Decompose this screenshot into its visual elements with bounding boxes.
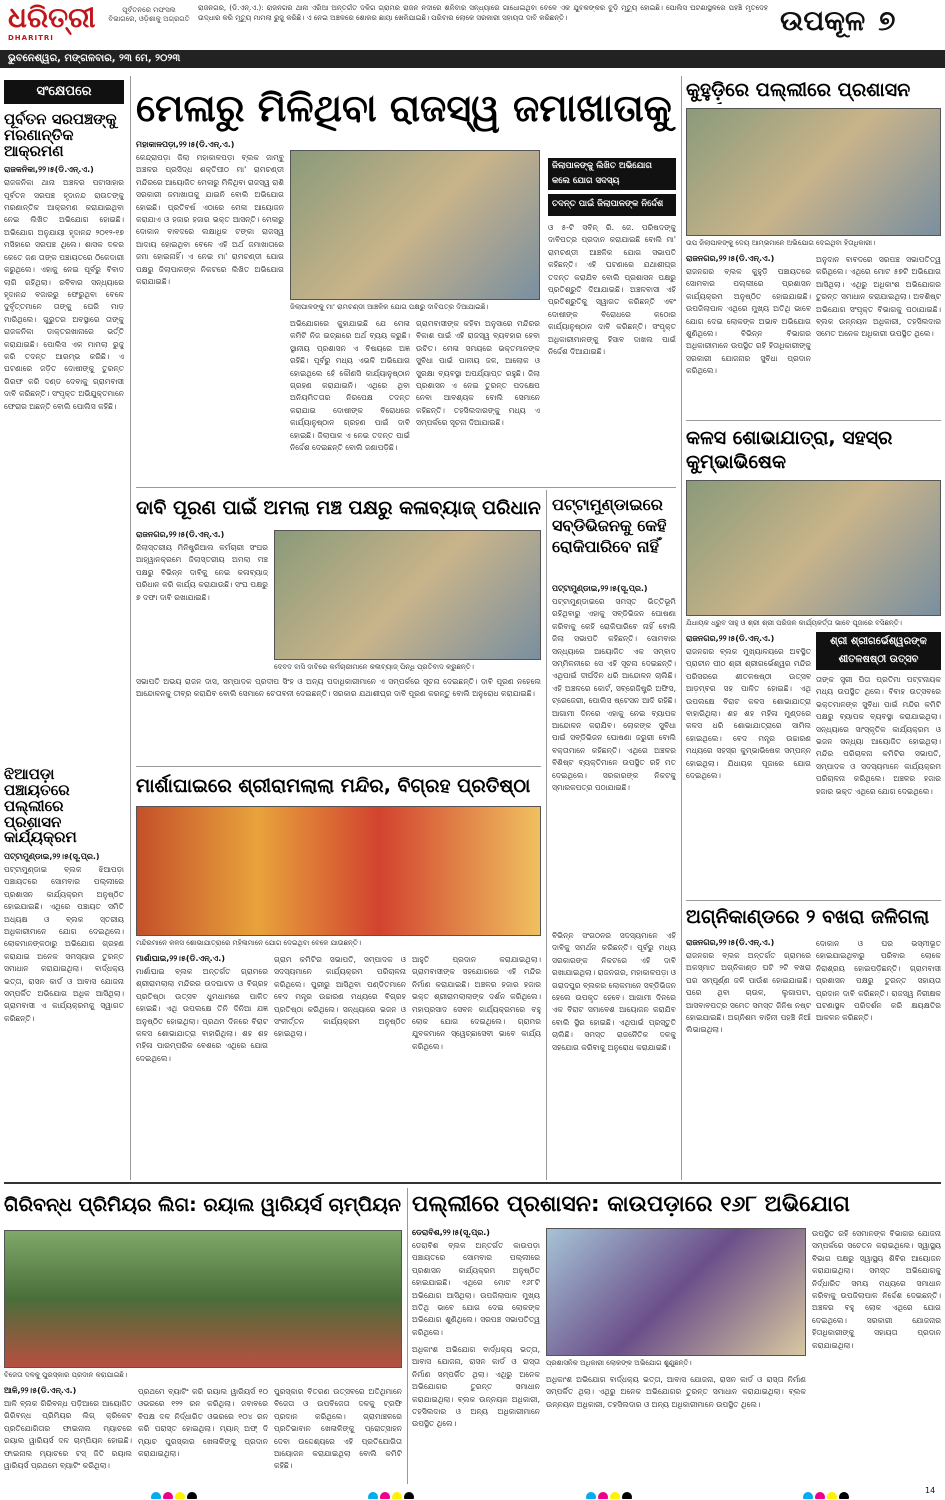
section-name: ଉପକୂଳ <box>780 4 866 37</box>
kaupada-photo-caption: ପ୍ରଶାସନିକ ଅଧିକାରୀ ଲୋକଙ୍କ ଅଭିଯୋଗ ଶୁଣୁଛନ୍ତି। <box>546 1359 692 1367</box>
page-number: ୭ <box>878 4 896 37</box>
kalasa-dateline: ରାଜନଗର,୨୨।୫(ଡି.ଏନ୍.ଏ.) <box>686 634 775 643</box>
dabi-dateline: ରାଜନଗର,୨୨।୫(ଡି.ଏନ୍.ଏ.) <box>136 530 225 539</box>
dabi-body-1: ଜିଲାସ୍ତରୀୟ ମିନିଷ୍ଟ୍ରିଆଲ କର୍ମଚାରୀ ସଂଘର ଆହ୍ୱାନକ୍ରମେ ଜିଲାସ୍ତରୀୟ ଅମଲା ମଞ୍ଚ ପକ୍ଷରୁ ବିଭିନ୍ନ ଦାବିକୁ ନେଇ କଳାବ୍ୟାଜ୍ ପରିଧାନ କରି କାର୍ଯ୍ୟ କରାଯାଉଛି। ସଂଘ ପକ୍ଷରୁ ୭ ଦଫା ଦାବି ରଖାଯାଇଛି। <box>136 543 268 602</box>
kaupada-body-2: ଅଧିକାଂଶ ଅଭିଯୋଗ ବାର୍ଦ୍ଧକ୍ୟ ଭତ୍ତା, ଆବାସ ଯୋଜନା, ରାସନ କାର୍ଡ ଓ ରାସ୍ତା ନିର୍ମାଣ ସମ୍ପର୍କିତ ଥିଲା। ଏଥିରୁ ଅନେକ ଅଭିଯୋଗର ତୁରନ୍ତ ସମାଧାନ କରାଯାଇଥିଲା। ବ୍ଲକ ଉନ୍ନୟନ ଅଧିକାରୀ, ତହସିଲଦାର ଓ ଅନ୍ୟ ଅଧିକାରୀମାନେ ଉପସ୍ଥିତ ଥିଲେ। <box>412 1345 540 1429</box>
sidebar-dateline-1: ରାଜକନିକା,୨୨।୫(ଡି.ଏନ୍.ଏ.) <box>4 165 94 175</box>
logo-sub: DHARITRI <box>8 34 54 42</box>
marsha-photo <box>136 806 541 936</box>
kaupada-body-4: ଅଧିକାଂଶ ଅଭିଯୋଗ ବାର୍ଦ୍ଧକ୍ୟ ଭତ୍ତା, ଆବାସ ଯୋଜନା, ରାସନ କାର୍ଡ ଓ ରାସ୍ତା ନିର୍ମାଣ ସମ୍ପର୍କିତ ଥିଲା। ଏଥିରୁ ଅନେକ ଅଭିଯୋଗର ତୁରନ୍ତ ସମାଧାନ କରାଯାଇଥିଲା। ବ୍ଲକ ଉନ୍ନୟନ ଅଧିକାରୀ, ତହସିଲଦାର ଓ ଅନ୍ୟ ଅଧିକାରୀମାନେ ଉପସ୍ଥିତ ଥିଲେ। <box>546 1375 806 1409</box>
cricket-photo <box>4 1230 402 1368</box>
kuhudi-body-2: ଅନୁଦାନ ବାବଦରେ ସରପଞ୍ଚ ସଭାପତିତ୍ୱ କରିଥିଲେ। ଏଥିରେ ମୋଟ ୫୭ଟି ଅଭିଯୋଗ ଆସିଥିଲା। ଏଥିରୁ ଅଧିକାଂଶ ଅଭିଯୋଗର ତୁରନ୍ତ ସମାଧାନ କରାଯାଇଥିଲା। ଅବଶିଷ୍ଟ ଅଭିଯୋଗ ସଂପୃକ୍ତ ବିଭାଗକୁ ପଠାଯାଇଛି। ବ୍ଲକ ଉନ୍ନୟନ ଅଧିକାରୀ, ତହସିଲଦାର ସମେତ ଅନେକ ଅଧିକାରୀ ଉପସ୍ଥିତ ଥିଲେ। <box>816 255 941 339</box>
section-title <box>780 4 940 44</box>
cricket-photo-caption: ବିଜେତା ଦଳକୁ ପୁରସ୍କାର ପ୍ରଦାନ କରାଯାଇଛି। <box>4 1371 127 1379</box>
sidebar <box>4 80 124 1180</box>
kalasa-body-1: ରାଜନଗର ବ୍ଲକ ମୁଖ୍ୟାଳୟରେ ଅବସ୍ଥିତ ପ୍ରାଚୀନ ପୀଠ ଶ୍ରୀ ଶ୍ରୀଗର୍ଭେଶ୍ୱର ମନ୍ଦିର ପରିସରରେ ଶୀତଳଷଷ୍ଠୀ ଉତ୍ସବ ଆଡ଼ମ୍ବର ସହ ପାଳିତ ହୋଇଛି। ଏଥି ଉପଲକ୍ଷେ ବିରାଟ କଳସ ଶୋଭାଯାତ୍ରା ବାହାରିଥିଲା। ଶହ ଶହ ମହିଳା ମୁଣ୍ଡରେ କଳସ ଧରି ଶୋଭାଯାତ୍ରାରେ ସାମିଲ ହୋଇଥିଲେ। ବେଦ ମନ୍ତ୍ର ଉଚ୍ଚାରଣ ମଧ୍ୟରେ ସହସ୍ର କୁମ୍ଭାଭିଷେକ ସମ୍ପନ୍ନ ହୋଇଥିଲା। ଯିଧାୟକ ପୂଜାରେ ଯୋଗ ଦେଇଥିଲେ। <box>686 647 811 781</box>
logo <box>8 2 98 44</box>
marsha-body-3: ଆହୁତି ପ୍ରଦାନ କରାଯାଇଥିଲା। ଗ୍ରାମବାସୀଙ୍କ ସହଯୋଗରେ ଏହି ମନ୍ଦିର ନିର୍ମାଣ କରାଯାଇଛି। ଅଞ୍ଚଳର ହଜାର ହଜାର ଭକ୍ତ ଶ୍ରୀରାମଲାଲାଙ୍କ ଦର୍ଶନ କରିଥିଲେ। ମହାପ୍ରସାଦ ସେବନ କାର୍ଯ୍ୟକ୍ରମରେ ବହୁ ଲୋକ ଯୋଗ ଦେଇଥିଲେ। ଗ୍ରାମର ଯୁବକମାନେ ସ୍ୱେଚ୍ଛାସେବୀ ଭାବେ କାର୍ଯ୍ୟ କରିଥିଲେ। <box>412 955 541 1051</box>
lead-photo <box>290 150 540 300</box>
agni-dateline: ରାଜନଗର,୨୨।୫(ଡି.ଏନ୍.ଏ.) <box>686 938 775 947</box>
top-news: ରାଜନଗର, (ଡି.ଏନ୍.ଏ.): ରାଜନଗର ଥାନା ଏରିଆ ଅନ୍ତର୍ଗତ ଦଳିଗ ଗ୍ରାମର ରାଜନ ନଦୀରେ ଶନିବାର ସନ୍ଧ୍ୟାରେ ଗାଧୋଇଥିବା ବେଳେ ଏକ ଯୁବକଙ୍କର ବୁଡ଼ି ମୃତ୍ୟୁ ହୋଇଛି। ପୋଲିସ ଘଟଣାସ୍ଥଳରେ ପହଞ୍ଚି ମୃତଦେହ ଉଦ୍ଧାର କରି ମୃତ୍ୟୁ ମାମଲା ରୁଜୁ କରିଛି। ଏ ନେଇ ଅଞ୍ଚଳରେ ଶୋକର ଛାୟା ଖେଳିଯାଇଛି। ପରିବାର ଲୋକେ ସରକାରୀ ସହାୟତା ଦାବି କରିଛନ୍ତି। <box>198 4 768 22</box>
kaupada-body-3: ଉପସ୍ଥିତ ରହି ସେମାନଙ୍କ ବିଭାଗର ଯୋଜନା ସମ୍ପର୍କରେ ସଚେତନ କରାଇଥିଲେ। ସ୍ୱାସ୍ଥ୍ୟ ବିଭାଗ ପକ୍ଷରୁ ସ୍ୱାସ୍ଥ୍ୟ ଶିବିର ଆୟୋଜନ କରାଯାଇଥିଲା। ସମସ୍ତ ଅଭିଯୋଗକୁ ନିର୍ଦ୍ଧାରିତ ସମୟ ମଧ୍ୟରେ ସମାଧାନ କରିବାକୁ ଉପଜିଲାପାଳ ନିର୍ଦ୍ଦେଶ ଦେଇଛନ୍ତି। ଅଞ୍ଚଳର ବହୁ ଲୋକ ଏଥିରେ ଯୋଗ ଦେଇଥିଲେ। ସରକାରୀ ଯୋଜନାର ହିତାଧିକାରୀଙ୍କୁ ସହାୟତା ପ୍ରଦାନ କରାଯାଇଥିଲା। <box>812 1229 941 1350</box>
page-edge-number: 14 <box>925 1486 936 1495</box>
dabi-photo-caption: ଦେବଦ ବାସି ଦାବିରେ କର୍ମଚାରୀମାନେ କଳାବ୍ୟାଜ୍ ପିନ୍ଧି ପ୍ରତିବାଦ କରୁଛନ୍ତି। <box>274 663 474 671</box>
masthead <box>0 0 945 50</box>
cricket-body-2: ପ୍ରଥମେ ବ୍ୟାଟିଂ କରି ରୟାଲ ୱାରିୟର୍ସ ୧୦ ଓଭରରେ ୧୨୨ ରନ କରିଥିଲା। ଜବାବରେ ବିପକ୍ଷ ଦଳ ନିର୍ଦ୍ଧାରିତ ଓଭରରେ ୧୦୪ ରନ କରି ପରାସ୍ତ ହୋଇଥିଲା। ମ୍ୟାନ୍ ଅଫ୍ ଦି ମ୍ୟାଚ ପୁରସ୍କାର ଖେଳାଳିଙ୍କୁ ପ୍ରଦାନ କରାଯାଇଥିଲା। <box>138 1387 268 1459</box>
color-registration-marks <box>150 1487 850 1499</box>
kuhudi-dateline: ରାଜନଗର,୨୨।୫(ଡି.ଏନ୍.ଏ.) <box>686 254 775 263</box>
sidebar-dateline-2: ପଟ୍ଟାମୁଣ୍ଡାଇ,୨୨।୫(ସୂ.ପ୍ର.) <box>4 852 100 861</box>
cricket-dateline: ଆଳି,୨୨।୫(ଡି.ଏନ୍.ଏ.) <box>4 1386 77 1395</box>
kaupada-headline: ପଲ୍ଲୀରେ ପ୍ରଶାସନ: କାଉପଡ଼ାରେ ୧୬୮ ଅଭିଯୋଗ <box>412 1192 850 1217</box>
marsha-photo-caption: ମନ୍ଦିରମାନେ କଳସ ଶୋଭାଯାତ୍ରାରେ ମହିଳାମାନେ ଯୋଗ ଦେଇଥିବା ବେଳେ ଯାଉଛନ୍ତି। <box>136 939 362 947</box>
logo-text: ଧରିତ୍ରୀ <box>8 2 96 34</box>
sidebar-body-2: ପଟ୍ଟାମୁଣ୍ଡାଇ ବ୍ଲକ ଝିଆପଡ଼ା ପଞ୍ଚାୟତରେ ସୋମବାର ପଲ୍ଲୀରେ ପ୍ରଶାସନ କାର୍ଯ୍ୟକ୍ରମ ଅନୁଷ୍ଠିତ ହୋଇଯାଇଛି। ଏଥିରେ ପଞ୍ଚାୟତ ସମିତି ଅଧ୍ୟକ୍ଷ ଓ ବ୍ଲକ ସ୍ତରୀୟ ଅଧିକାରୀମାନେ ଯୋଗ ଦେଇଥିଲେ। ଲୋକମାନଙ୍କଠାରୁ ଅଭିଯୋଗ ଗ୍ରହଣ କରାଯାଇ ଅନେକ ସମସ୍ୟାର ତୁରନ୍ତ ସମାଧାନ କରାଯାଇଥିଲା। ବାର୍ଦ୍ଧକ୍ୟ ଭତ୍ତା, ରାସନ କାର୍ଡ ଓ ଆବାସ ଯୋଜନା ସମ୍ପର୍କିତ ଅଭିଯୋଗ ଅଧିକ ଆସିଥିଲା। ଗ୍ରାମବାସୀ ଏ କାର୍ଯ୍ୟକ୍ରମକୁ ସ୍ୱାଗତ କରିଛନ୍ତି। <box>4 865 124 1023</box>
masthead-dateline: ଭୁବନେଶ୍ୱର, ମଙ୍ଗଳବାର, ୨୩ ମେ, ୨୦୨୩ <box>8 53 181 64</box>
lead-headline: ମେଳାରୁ ମିଳିଥିବା ରାଜସ୍ୱ ଜମାଖାତାକୁ <box>136 86 672 130</box>
pattamundai-headline: ପଟ୍ଟାମୁଣ୍ଡାଇରେ ସବ୍‌ଡିଭିଜନକୁ କେହି ରୋକିପାରିବେ ନାହିଁ <box>552 495 667 556</box>
lead-box-2: ତଦନ୍ତ ପାଇଁ ଜିଲାପାଳଙ୍କ ନିର୍ଦ୍ଦେଶ <box>548 194 676 216</box>
slogan: ପୂର୍ବତନରେ ମଫସଲ ବିଭାଗରେ, ଓଡ଼ିଶାକୁ ଅଗ୍ରଗତି <box>108 6 190 23</box>
marsha-headline: ମାର୍ଶାଘାଇରେ ଶ୍ରୀରାମଲାଲା ମନ୍ଦିର, ବିଗ୍ରହ ପ୍ରତିଷ୍ଠା <box>136 775 531 797</box>
sidebar-headline-2: ଝିଆପଡ଼ା ପଞ୍ଚାୟତରେ ପଲ୍ଲୀରେ ପ୍ରଶାସନ କାର୍ଯ୍ୟକ୍ରମ <box>4 765 77 847</box>
dabi-body-2: ସଭାପତି ଅଭୟ ରାଜନ ଦାସ, ସମ୍ପାଦକ ପ୍ରଦୀପ ସିଂହ ଓ ଅନ୍ୟ ପଦାଧିକାରୀମାନେ ଏ ସମ୍ପର୍କରେ ସୂଚନା ଦେଇଛନ୍ତି। ଦାବି ପୂରଣ ନହେଲେ ଆନ୍ଦୋଳନକୁ ତୀବ୍ର କରାଯିବ ବୋଲି ସେମାନେ ଚେତାବନୀ ଦେଇଛନ୍ତି। ସରକାର ଯଥାଶୀଘ୍ର ଦାବି ପୂରଣ କରନ୍ତୁ ବୋଲି ଅନୁରୋଧ କରାଯାଇଛି। <box>136 677 541 699</box>
agni-body-1: ରାଜନଗର ବ୍ଲକ ଅନ୍ତର୍ଗତ ଗ୍ରାମରେ ଅକସ୍ମାତ ଅଗ୍ନିକାଣ୍ଡ ଘଟି ୨ଟି ବଖରା ଘର ସମ୍ପୂର୍ଣ୍ଣ ଜଳି ପାଉଁଶ ହୋଇଯାଇଛି। ଘରେ ଥିବା ଚାଉଳ, ଲୁଗାପଟା, ଆସବାବପତ୍ର ସମେତ ସମସ୍ତ ଜିନିଷ ନଷ୍ଟ ହୋଇଯାଇଛି। ଅଗ୍ନିଶମ ବାହିନୀ ପହଞ୍ଚି ନିଆଁ ଲିଭାଇଥିଲା। <box>686 951 811 1035</box>
lead-dateline: ମହାକାଳପଡ଼ା,୨୨।୫(ଡି.ଏନ୍.ଏ.) <box>136 140 235 149</box>
kuhudi-headline: କୁହୁଡ଼ିରେ ପଲ୍ଲୀରେ ପ୍ରଶାସନ <box>686 79 911 101</box>
dabi-photo <box>274 530 541 660</box>
footer-bar <box>0 1486 945 1500</box>
kuhudi-photo <box>686 108 941 236</box>
cricket-body-1: ଆଳି ବ୍ଲକ ଗିରିବନ୍ଧ ପଡ଼ିଆରେ ଆୟୋଜିତ ଗିରିବନ୍ଧ ପ୍ରିମିୟର ଲିଗ୍ କ୍ରିକେଟ ପ୍ରତିଯୋଗିତାର ଫାଇନାଲ ମ୍ୟାଚରେ ରୟାଲ ୱାରିୟର୍ସ ଦଳ ଚାମ୍ପିୟନ ହୋଇଛି। ଫାଇନାଲ ମ୍ୟାଚରେ ଟସ୍ ଜିତି ରୟାଲ ୱାରିୟର୍ସ ପ୍ରଥମେ ବ୍ୟାଟିଂ କରିଥିଲା। <box>4 1399 132 1471</box>
kalasa-headline: କଳସ ଶୋଭାଯାତ୍ରା, ସହସ୍ର କୁମ୍ଭାଭିଷେକ <box>686 427 893 473</box>
agni-body-2: ଦୋକାନ ଓ ଘର ଭସ୍ମୀଭୂତ ହୋଇଯାଇଥିବାରୁ ପରିବାର ଲୋକେ ନିରାଶ୍ରୟ ହୋଇପଡ଼ିଛନ୍ତି। ଗ୍ରାମବାସୀ ପ୍ରଶାସନ ପକ୍ଷରୁ ତୁରନ୍ତ ସହାୟତା ପ୍ରଦାନ ଦାବି କରିଛନ୍ତି। ରାଜସ୍ୱ ନିରୀକ୍ଷକ ଘଟଣାସ୍ଥଳ ପରିଦର୍ଶନ କରି କ୍ଷୟକ୍ଷତିର ଆକଳନ କରିଛନ୍ତି। <box>816 939 941 1023</box>
pattamundai-body-2: ବିଭିନ୍ନ ସଂଗଠନର ସଦସ୍ୟମାନେ ଏହି ଦାବିକୁ ସମର୍ଥନ କରିଛନ୍ତି। ପୂର୍ବରୁ ମଧ୍ୟ ସରକାରଙ୍କ ନିକଟରେ ଏହି ଦାବି ରଖାଯାଇଥିଲା। ରାଜନଗର, ମହାକାଳପଡ଼ା ଓ ଗରାଦପୁର ବ୍ଲକର ଲୋକମାନେ ସବ୍‌ଡିଭିଜନ ହେଲେ ଉପକୃତ ହେବେ। ଆଗାମୀ ଦିନରେ ଏକ ବିରାଟ ସମାବେଶ ଆୟୋଜନ କରାଯିବ ବୋଲି ସ୍ଥିର ହୋଇଛି। ଏଥିପାଇଁ ପ୍ରସ୍ତୁତି ଚାଲିଛି। ସମସ୍ତ ରାଜନୈତିକ ଦଳକୁ ସହଯୋଗ କରିବାକୁ ଅନୁରୋଧ କରାଯାଇଛି। <box>552 931 676 1052</box>
lead-box-1: ଜିଲାପାଳଙ୍କୁ ଲିଖିତ ଅଭିଯୋଗ କଲେ ଯୋଗ ସଦସ୍ୟ <box>548 158 676 190</box>
kuhudi-photo-caption: ଉପ ଜିଲାପାଳଙ୍କୁ ଦେୟ ଆମ୍ଭମାନେ ଅଭିଯୋଗ ଦେଇଥିବା ହିତାଧିକାରୀ। <box>686 239 876 247</box>
kalasa-photo <box>686 480 941 616</box>
cricket-headline: ଗିରିବନ୍ଧ ପ୍ରିମିୟର ଲିଗ: ରୟାଲ ୱାରିୟର୍ସ ଚାମ୍ପିୟନ <box>4 1194 402 1216</box>
kalasa-photo-caption: ଯିଧାୟକ ଧ୍ରୁବ ସାହୁ ଓ ଶ୍ରୀ ଶ୍ରୀ ପରିଜନ କାର୍ଯ୍ୟକର୍ତ୍ତା ଭାବେ ପୂଜାରେ ବସିଛନ୍ତି। <box>686 619 902 627</box>
marsha-dateline: ମାର୍ଶାଘାଇ,୨୨।୫(ଡି.ଏନ୍.ଏ.) <box>136 954 225 963</box>
kuhudi-body-1: ରାଜନଗର ବ୍ଲକ କୁହୁଡ଼ି ପଞ୍ଚାୟତରେ ସୋମବାର ପଲ୍ଲୀରେ ପ୍ରଶାସନ କାର୍ଯ୍ୟକ୍ରମ ଅନୁଷ୍ଠିତ ହୋଇଯାଇଛି। ଉପଜିଲାପାଳ ଏଥିରେ ମୁଖ୍ୟ ଅତିଥି ଭାବେ ଯୋଗ ଦେଇ ଲୋକଙ୍କ ଅଭାବ ଅଭିଯୋଗ ଶୁଣିଥିଲେ। ବିଭିନ୍ନ ବିଭାଗର ଅଧିକାରୀମାନେ ଉପସ୍ଥିତ ରହି ହିତାଧିକାରୀଙ୍କୁ ସରକାରୀ ଯୋଜନାର ସୁବିଧା ପ୍ରଦାନ କରିଥିଲେ। <box>686 267 811 376</box>
lead-body-1: କେନ୍ଦ୍ରାପଡ଼ା ଜିଲା ମହାକାଳପଡ଼ା ବ୍ଲକ ଜାମ୍ବୁ ଅଞ୍ଚଳର ପ୍ରସିଦ୍ଧ ଶକ୍ତିପୀଠ ମା' ରାମଚଣ୍ଡୀ ମନ୍ଦିରରେ ଆୟୋଜିତ ମେଳାରୁ ମିଳିଥିବା ରାଜସ୍ୱ ରାଶି ସରକାରୀ ଜମାଖାତାକୁ ଯାଇନି ବୋଲି ଅଭିଯୋଗ ହୋଇଛି। ପ୍ରତିବର୍ଷ ଏଠାରେ ମେଳା ଆୟୋଜନ କରାଯାଏ ଓ ହଜାର ହଜାର ଭକ୍ତ ଆସନ୍ତି। ମେଳାରୁ ଦୋକାନ ବାବଦରେ ଲକ୍ଷାଧିକ ଟଙ୍କା ରାଜସ୍ୱ ଆଦାୟ ହୋଇଥିବା ବେଳେ ଏହି ଅର୍ଥ ଜମାଖାତାରେ ଜମା ହୋଇନାହିଁ। ଏ ନେଇ ମା' ରାମଚଣ୍ଡୀ ଯୋଗ ପକ୍ଷରୁ ଜିଲାପାଳଙ୍କ ନିକଟରେ ଲିଖିତ ଅଭିଯୋଗ କରାଯାଇଛି। <box>136 153 284 287</box>
marsha-body-2: ଗ୍ରାମ କମିଟିର ସଭାପତି, ସମ୍ପାଦକ ଓ ସଦସ୍ୟମାନେ କାର୍ଯ୍ୟକ୍ରମ ପରିଚାଳନା କରିଥିଲେ। ପୁରୀରୁ ଆସିଥିବା ପଣ୍ଡିତମାନେ ବେଦ ମନ୍ତ୍ର ଉଚ୍ଚାରଣ ମଧ୍ୟରେ ବିଗ୍ରହ ପ୍ରତିଷ୍ଠା କରିଥିଲେ। ସନ୍ଧ୍ୟାରେ ଭଜନ ଓ ସଂକୀର୍ତ୍ତନ କାର୍ଯ୍ୟକ୍ରମ ଅନୁଷ୍ଠିତ ହୋଇଥିଲା। <box>274 955 406 1039</box>
sidebar-headline-1: ପୂର୍ବତନ ସରପଞ୍ଚଙ୍କୁ ମରଣାନ୍ତିକ ଆକ୍ରମଣ <box>4 110 117 160</box>
cricket-body-3: ପୁରସ୍କାର ବିତରଣ ଉତ୍ସବରେ ଅତିଥିମାନେ ବିଜେତା ଓ ଉପବିଜେତା ଦଳକୁ ଟ୍ରଫି ପ୍ରଦାନ କରିଥିଲେ। ଗ୍ରାମାଞ୍ଚଳରେ ପ୍ରତିଭାବାନ ଖେଳାଳିଙ୍କୁ ପ୍ରୋତ୍ସାହନ ଦେବା ଉଦ୍ଦେଶ୍ୟରେ ଏହି ପ୍ରତିଯୋଗିତା ଆୟୋଜନ କରାଯାଇଥିଲା ବୋଲି କମିଟି କହିଛି। <box>274 1387 402 1471</box>
lead-body-2: ଅଭିଯୋଗରେ କୁହାଯାଇଛି ଯେ ମେଳା କମିଟି ନିଜ ଇଚ୍ଛାରେ ଅର୍ଥ ବ୍ୟୟ କରୁଛି। ସ୍ଥାନୀୟ ପ୍ରଶାସନ ଏ ବିଷୟରେ ଅଜ୍ଞ ରହିଛି। ପୂର୍ବରୁ ମଧ୍ୟ ଏଭଳି ଅଭିଯୋଗ ହୋଇଥିଲେ ହେଁ କୌଣସି କାର୍ଯ୍ୟାନୁଷ୍ଠାନ ଗ୍ରହଣ କରାଯାଇନି। ଏଥିରେ ଥିବା ଅନିୟମିତତାର ନିରପେକ୍ଷ ତଦନ୍ତ କରାଯାଇ ଦୋଷୀଙ୍କ ବିରୋଧରେ କାର୍ଯ୍ୟାନୁଷ୍ଠାନ ଗ୍ରହଣ ପାଇଁ ଦାବି ହୋଇଛି। ଜିଲାପାଳ ଏ ନେଇ ତଦନ୍ତ ପାଇଁ ନିର୍ଦ୍ଦେଶ ଦେଇଛନ୍ତି ବୋଲି ଜଣାପଡ଼ିଛି। <box>290 319 410 453</box>
pattamundai-body-1: ପଟ୍ଟାମୁଣ୍ଡାଇରେ ସମସ୍ତ ଭିତ୍ତିଭୂମି ରହିଥିବାରୁ ଏହାକୁ ସବ୍‌ଡିଭିଜନ ଘୋଷଣା କରିବାକୁ କେହି ରୋକିପାରିବେ ନାହିଁ ବୋଲି ଜିଲା ସଭାପତି କହିଛନ୍ତି। ସୋମବାର ସନ୍ଧ୍ୟାରେ ଆୟୋଜିତ ଏକ ସମ୍ବାଦ ସମ୍ମିଳନୀରେ ସେ ଏହି ସୂଚନା ଦେଇଛନ୍ତି। ଏଥିପାଇଁ ଦୀର୍ଘଦିନ ଧରି ଆନ୍ଦୋଳନ ଚାଲିଛି। ଏହି ଅଞ୍ଚଳରେ କୋର୍ଟ, ସବ୍‌ରେଜିଷ୍ଟ୍ରି ଅଫିସ, ଟ୍ରେଜେରୀ, ପୋଲିସ ଷ୍ଟେସନ ଆଦି ରହିଛି। ଆଗାମୀ ଦିନରେ ଏହାକୁ ନେଇ ବ୍ୟାପକ ଆନ୍ଦୋଳନ କରାଯିବ। ଲୋକଙ୍କ ସୁବିଧା ପାଇଁ ସବ୍‌ଡିଭିଜନ ଘୋଷଣା ଜରୁରୀ ବୋଲି ବକ୍ତାମାନେ କହିଛନ୍ତି। ଏଥିରେ ଅଞ୍ଚଳର ବିଶିଷ୍ଟ ବ୍ୟକ୍ତିମାନେ ଉପସ୍ଥିତ ରହି ମତ ଦେଇଥିଲେ। ସରକାରଙ୍କ ନିକଟକୁ ସ୍ମାରକପତ୍ର ପଠାଯାଇଛି। <box>552 597 676 793</box>
dateline-bar <box>0 50 945 68</box>
kaupada-dateline: ଡେରାବିଶ,୨୨।୫(ସୂ.ପ୍ର.) <box>412 1228 490 1237</box>
marsha-body-1: ମାର୍ଶାଘାଇ ବ୍ଲକ ଅନ୍ତର୍ଗତ ଗ୍ରାମରେ ଶ୍ରୀରାମଲାଲା ମନ୍ଦିରର ଉଦଘାଟନ ଓ ବିଗ୍ରହ ପ୍ରତିଷ୍ଠା ଉତ୍ସବ ଧୁମଧାମରେ ପାଳିତ ହୋଇଛି। ଏଥି ଉପଲକ୍ଷେ ତିନି ଦିନିଆ ଯଜ୍ଞ ଅନୁଷ୍ଠିତ ହୋଇଥିଲା। ପ୍ରଥମ ଦିନରେ ବିରାଟ କଳସ ଶୋଭାଯାତ୍ରା ବାହାରିଥିଲା। ଶହ ଶହ ମହିଳା ପାରମ୍ପରିକ ବେଶରେ ଏଥିରେ ଯୋଗ ଦେଇଥିଲେ। <box>136 967 268 1063</box>
lead-body-3: ଗ୍ରାମବାସୀଙ୍କ କହିବା ଅନୁସାରେ ମନ୍ଦିରର ବିକାଶ ପାଇଁ ଏହି ରାଜସ୍ୱ ବ୍ୟବହାର ହେବା ଉଚିତ। ମେଳା ସମୟରେ ଭକ୍ତମାନଙ୍କ ସୁବିଧା ପାଇଁ ପାନୀୟ ଜଳ, ଆଲୋକ ଓ ସୁରକ୍ଷା ବ୍ୟବସ୍ଥା ଅପର୍ଯ୍ୟାପ୍ତ ରହୁଛି। ଜିଲା ପ୍ରଶାସନ ଏ ନେଇ ତୁରନ୍ତ ପଦକ୍ଷେପ ନେବା ଆବଶ୍ୟକ ବୋଲି ସେମାନେ କହିଛନ୍ତି। ତହସିଲଦାରଙ୍କୁ ମଧ୍ୟ ଏ ସମ୍ପର୍କରେ ସୂଚନା ଦିଆଯାଇଛି। <box>416 319 540 428</box>
dabi-headline: ଦାବି ପୂରଣ ପାଇଁ ଅମଲା ମଞ୍ଚ ପକ୍ଷରୁ କଳାବ୍ୟାଜ୍ ପରିଧାନ <box>136 497 541 519</box>
kaupada-body-1: ଡେରାବିଶ ବ୍ଲକ ଅନ୍ତର୍ଗତ କାଉପଡ଼ା ପଞ୍ଚାୟତରେ ସୋମବାର ପଲ୍ଲୀରେ ପ୍ରଶାସନ କାର୍ଯ୍ୟକ୍ରମ ଅନୁଷ୍ଠିତ ହୋଇଯାଇଛି। ଏଥିରେ ମୋଟ ୧୬୮ଟି ଅଭିଯୋଗ ଆସିଥିଲା। ଉପଜିଲାପାଳ ମୁଖ୍ୟ ଅତିଥି ଭାବେ ଯୋଗ ଦେଇ ଲୋକଙ୍କ ଅଭିଯୋଗ ଶୁଣିଥିଲେ। ସରପଞ୍ଚ ସଭାପତିତ୍ୱ କରିଥିଲେ। <box>412 1241 540 1337</box>
lead-photo-caption: ଜିଲାପାଳଙ୍କୁ ମା' ରାମଚଣ୍ଡୀ ଆଞ୍ଚଳିକ ଯୋଗ ପକ୍ଷରୁ ଦାବିପତ୍ର ଦିଆଯାଇଛି। <box>290 303 489 311</box>
agni-headline: ଅଗ୍ନିକାଣ୍ଡରେ ୨ ବଖରା ଜଳିଗଲା <box>686 906 930 928</box>
sidebar-body-1: ରାଜକନିକା ଥାନା ଅଞ୍ଚଳର ପଟାସାହାର ପୂର୍ବତନ ସରପଞ୍ଚ ହୃଦାନନ୍ଦ ରାଉତଙ୍କୁ ମରଣାନ୍ତିକ ଆକ୍ରମଣ କରାଯାଇଥିବା ନେଇ ଲିଖିତ ଅଭିଯୋଗ ହୋଇଛି। ଅଭିଯୋଗ ଅନୁଯାୟୀ ହୃଦାନନ୍ଦ ୨୦୧୨-୧୭ ମସିହାରେ ସରପଞ୍ଚ ଥିଲେ। ଶାସକ ଦଳର କେତେ ଜଣ ତାଙ୍କ ପଞ୍ଚାୟତରେ ଠିକେଦାରୀ କରୁଥିଲେ। ଏହାକୁ ନେଇ ପୂର୍ବରୁ ବିବାଦ ଲାଗି ରହିଥିଲା। ରବିବାର ସନ୍ଧ୍ୟାରେ ହୃଦାନନ୍ଦ ବଜାରରୁ ଫେରୁଥିବା ବେଳେ ଦୁର୍ବୃତ୍ତମାନେ ତାଙ୍କୁ ଘେରି ମାଡ଼ ମାରିଥିଲେ। ଗୁରୁତର ଅବସ୍ଥାରେ ତାଙ୍କୁ ରାଜକନିକା ଡାକ୍ତରଖାନାରେ ଭର୍ତ୍ତି କରାଯାଇଛି। ପୋଲିସ ଏକ ମାମଲା ରୁଜୁ କରି ତଦନ୍ତ ଆରମ୍ଭ କରିଛି। ଏ ଘଟଣାରେ ଜଡ଼ିତ ଦୋଷୀଙ୍କୁ ତୁରନ୍ତ ଗିରଫ କରି ଦଣ୍ଡ ଦେବାକୁ ଗ୍ରାମବାସୀ ଦାବି କରିଛନ୍ତି। ସଂପୃକ୍ତ ଅଭିଯୁକ୍ତମାନେ ଫେରାର ଅଛନ୍ତି ବୋଲି ପୋଲିସ କହିଛି। <box>4 178 124 411</box>
pattamundai-dateline: ପଟ୍ଟାମୁଣ୍ଡାଇ,୨୨।୫(ସୂ.ପ୍ର.) <box>552 584 648 593</box>
kalasa-box: ଶ୍ରୀ ଶ୍ରୀଗର୍ଭେଶ୍ୱରଙ୍କ ଶୀତଳଷଷ୍ଠୀ ଉତ୍ସବ <box>816 632 941 670</box>
lead-body-4: ଓ ୫-ଟି ସବିନ୍ ରି. ଜେ. ପରିଷଦଙ୍କୁ ଦାବିପତ୍ର ପ୍ରଦାନ କରାଯାଇଛି ବୋଲି ମା' ରାମଚଣ୍ଡୀ ଆଞ୍ଚଳିକ ଯୋଗ ସଭାପତି କହିଛନ୍ତି। ଏହି ଘଟଣାରେ ଯଥାଶୀଘ୍ର ତଦନ୍ତ କରାଯିବ ବୋଲି ପ୍ରଶାସନ ପକ୍ଷରୁ ପ୍ରତିଶ୍ରୁତି ଦିଆଯାଇଛି। ଅଞ୍ଚଳବାସୀ ଏହି ପ୍ରତିଶ୍ରୁତିକୁ ସ୍ୱାଗତ କରିଛନ୍ତି ଏବଂ ଦୋଷୀଙ୍କ ବିରୋଧରେ କଠୋର କାର୍ଯ୍ୟାନୁଷ୍ଠାନ ଦାବି କରିଛନ୍ତି। ସଂପୃକ୍ତ ଅଧିକାରୀମାନଙ୍କୁ ହିସାବ ଦାଖଲ ପାଇଁ ନିର୍ଦ୍ଦେଶ ଦିଆଯାଇଛି। <box>548 223 676 357</box>
kalasa-body-2: ତାଙ୍କ ସ୍ତ୍ରୀ ପିତା ପ୍ରତିମା ପଟ୍ଟନାୟକ ମଧ୍ୟ ଉପସ୍ଥିତ ଥିଲେ। ବିବାହ ଉତ୍ସବରେ ଭକ୍ତମାନଙ୍କ ସୁବିଧା ପାଇଁ ମନ୍ଦିର କମିଟି ପକ୍ଷରୁ ବ୍ୟାପକ ବ୍ୟବସ୍ଥା କରାଯାଇଥିଲା। ସନ୍ଧ୍ୟାରେ ସାଂସ୍କୃତିକ କାର୍ଯ୍ୟକ୍ରମ ଓ ଭଜନ ସନ୍ଧ୍ୟା ଆୟୋଜିତ ହୋଇଥିଲା। ମନ୍ଦିର ପରିଚାଳନା କମିଟିର ସଭାପତି, ସମ୍ପାଦକ ଓ ସଦସ୍ୟମାନେ କାର୍ଯ୍ୟକ୍ରମ ପରିଚାଳନା କରିଥିଲେ। ଅଞ୍ଚଳର ହଜାର ହଜାର ଭକ୍ତ ଏଥିରେ ଯୋଗ ଦେଇଥିଲେ। <box>816 675 941 796</box>
kaupada-photo <box>546 1228 806 1356</box>
sidebar-box-title: ସଂକ୍ଷେପରେ <box>4 80 124 104</box>
